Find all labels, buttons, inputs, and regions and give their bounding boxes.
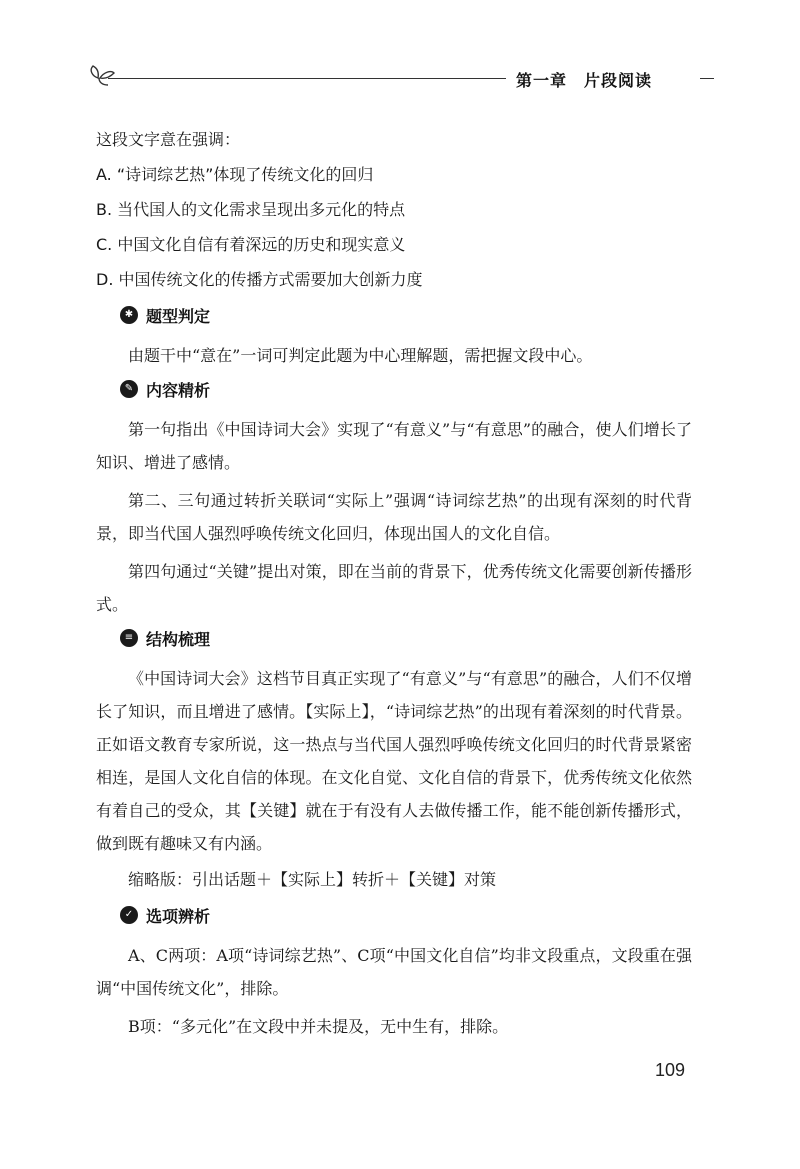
section-type-title: 题型判定 [146, 306, 211, 326]
content-paragraph-3: 第四句通过“关键”提出对策，即在当前的背景下，优秀传统文化需要创新传播形式。 [96, 562, 692, 614]
sprout-icon [84, 58, 118, 92]
structure-icon: ≡ [120, 629, 138, 647]
header-rule-right [700, 78, 714, 79]
content-paragraph-2: 第二、三句通过转折关联词“实际上”强调“诗词综艺热”的出现有深刻的时代背景，即当代国人强烈呼唤传统文化回归，体现出国人的文化自信。 [96, 491, 692, 543]
section-options-head [120, 903, 692, 927]
option-b: B. 当代国人的文化需求呈现出多元化的特点 [96, 200, 406, 219]
page-number: 109 [655, 1060, 686, 1080]
check-icon: ✓ [120, 906, 138, 924]
section-content-head [120, 377, 692, 401]
gear-icon: ✱ [120, 306, 138, 324]
header-rule-left [108, 78, 506, 79]
page-content [96, 128, 692, 1048]
section-options-title: 选项辨析 [146, 906, 211, 926]
option-c: C. 中国文化自信有着深远的历史和现实意义 [96, 235, 406, 254]
chapter-title: 第一章 片段阅读 [516, 71, 653, 90]
content-paragraph-1: 第一句指出《中国诗词大会》实现了“有意义”与“有意思”的融合，使人们增长了知识、增进了感情。 [96, 420, 692, 472]
section-content-title: 内容精析 [146, 380, 211, 400]
running-header [84, 58, 714, 98]
question-stem: 这段文字意在强调： [96, 130, 241, 149]
options-paragraph-2: B项：“多元化”在文段中并未提及，无中生有，排除。 [128, 1017, 509, 1036]
structure-summary: 缩略版：引出话题＋【实际上】转折＋【关键】对策 [128, 870, 497, 889]
structure-text: 《中国诗词大会》这档节目真正实现了“有意义”与“有意思”的融合，人们不仅增长了知识，而且增进了感情。【实际上】，“诗词综艺热”的出现有着深刻的时代背景。正如语文教育专家所说，这一热点与当代国人强烈呼唤传统文化回归的时代背景紧密相连，是国人文化自信的体现。在文化自觉、文化自信的背景下，优秀传统文化依然有着自己的受众，其【关键】就在于有没有人去做传播工作，能不能创新传播形式，做到既有趣味又有内涵。 [96, 669, 692, 853]
section-structure-head [120, 626, 692, 650]
option-d: D. 中国传统文化的传播方式需要加大创新力度 [96, 270, 423, 289]
section-type-text: 由题干中“意在”一词可判定此题为中心理解题，需把握文段中心。 [128, 346, 593, 365]
section-type-head [120, 303, 692, 327]
option-a: A. “诗词综艺热”体现了传统文化的回归 [96, 165, 374, 184]
options-paragraph-1: A、C两项：A项“诗词综艺热”、C项“中国文化自信”均非文段重点，文段重在强调“中国传统文化”，排除。 [96, 946, 692, 998]
pen-icon: ✎ [120, 380, 138, 398]
section-structure-title: 结构梳理 [146, 629, 211, 649]
